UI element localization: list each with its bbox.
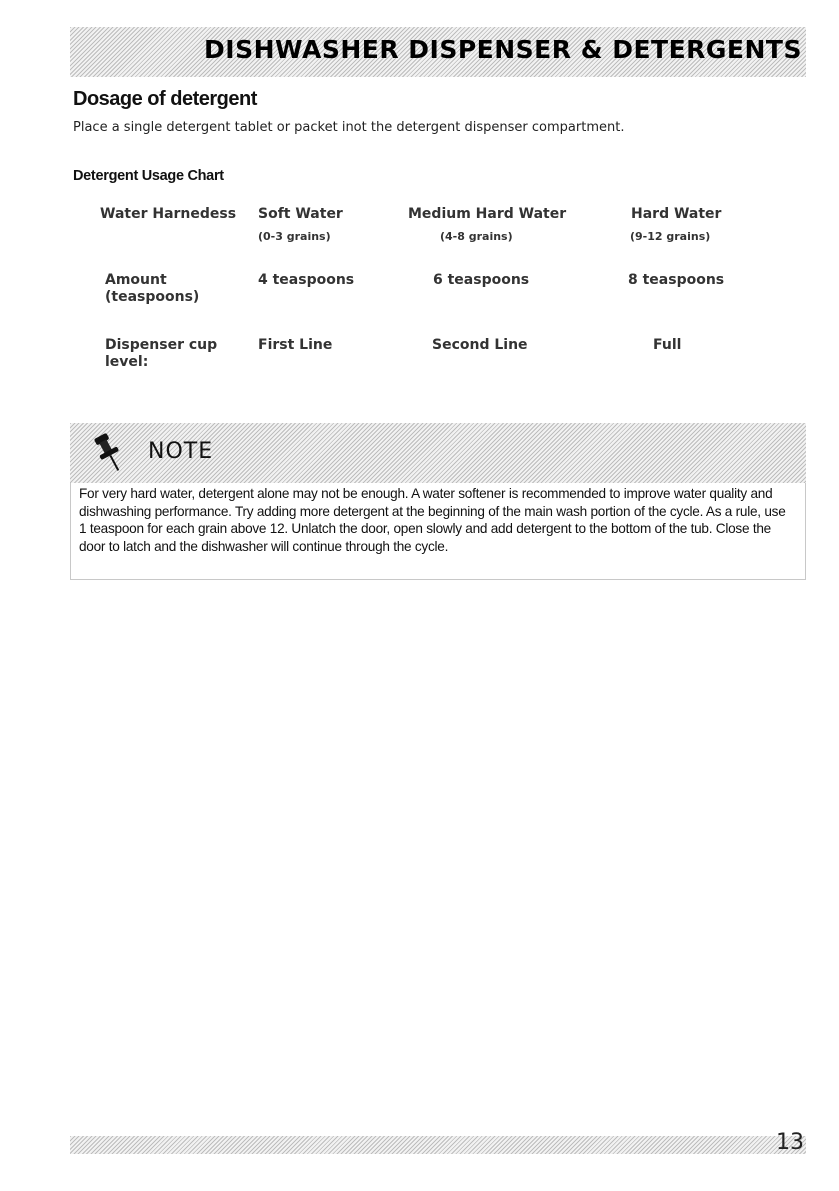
section-heading: Dosage of detergent bbox=[73, 88, 257, 110]
note-box bbox=[70, 423, 806, 580]
note-text: For very hard water, detergent alone may not be enough. A water softener is recommended to improve water quality and dishwashing performance. Try adding more detergent at the beginning of the main wash portion of the cycle. As a rule, use 1 teaspoon for each grain above 12. Unlatch the door, open slowly and add detergent to the bottom of the tub. Close the door to latch and the dishwasher will continue through the cycle. bbox=[79, 486, 786, 554]
row-label-hardness: Water Harnedess bbox=[100, 206, 237, 222]
amount-hard: 8 teaspoons bbox=[628, 272, 725, 288]
amount-medium: 6 teaspoons bbox=[433, 272, 530, 288]
column-range-soft: (0-3 grains) bbox=[258, 230, 331, 243]
note-label: NOTE bbox=[148, 439, 214, 464]
row-label-level-cont: level: bbox=[105, 354, 149, 370]
note-header bbox=[70, 423, 806, 483]
banner-title: DISHWASHER DISPENSER & DETERGENTS bbox=[204, 35, 802, 64]
column-header-medium: Medium Hard Water bbox=[408, 206, 567, 222]
note-body bbox=[70, 483, 806, 580]
column-range-medium: (4-8 grains) bbox=[440, 230, 513, 243]
column-header-soft: Soft Water bbox=[258, 206, 343, 222]
column-header-hard: Hard Water bbox=[631, 206, 722, 222]
row-label-amount: Amount bbox=[105, 272, 167, 288]
chart-title: Detergent Usage Chart bbox=[73, 168, 224, 184]
intro-text: Place a single detergent tablet or packet inot the detergent dispenser compartment. bbox=[73, 120, 625, 135]
column-range-hard: (9-12 grains) bbox=[630, 230, 711, 243]
row-label-level: Dispenser cup bbox=[105, 337, 218, 353]
footer-bar bbox=[70, 1130, 806, 1155]
page-banner bbox=[70, 27, 806, 77]
level-hard: Full bbox=[653, 337, 682, 353]
level-medium: Second Line bbox=[432, 337, 528, 353]
level-soft: First Line bbox=[258, 337, 333, 353]
page-number: 13 bbox=[776, 1130, 804, 1155]
amount-soft: 4 teaspoons bbox=[258, 272, 355, 288]
detergent-usage-chart bbox=[90, 196, 790, 406]
row-label-amount-unit: (teaspoons) bbox=[105, 289, 200, 305]
pushpin-icon bbox=[90, 431, 126, 481]
